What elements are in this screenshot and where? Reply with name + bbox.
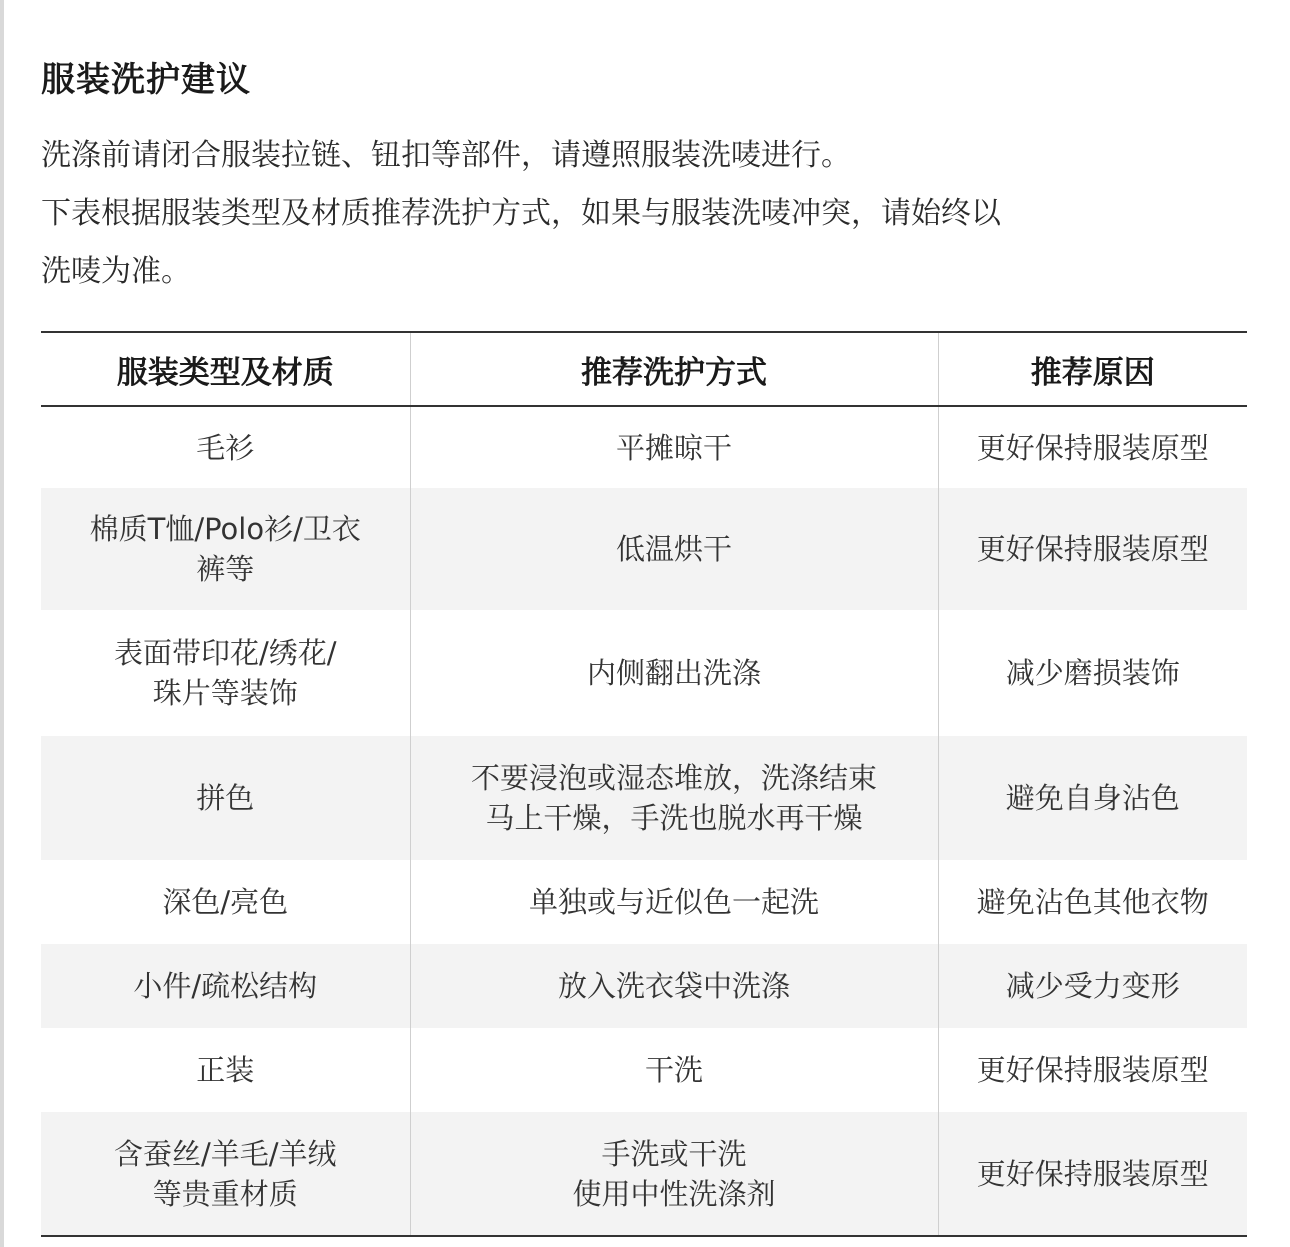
left-edge-divider — [0, 0, 4, 1247]
table-header-row — [41, 332, 1247, 406]
intro-text — [41, 127, 1247, 301]
cell-text: 更好保持服装原型 — [976, 1053, 1209, 1087]
garment-type-cell — [41, 944, 410, 1028]
header-care-method: 推荐洗护方式 — [410, 332, 938, 406]
intro-line: 下表根据服装类型及材质推荐洗护方式，如果与服装洗唛冲突，请始终以 — [41, 196, 1001, 231]
cell-text: 放入洗衣袋中洗涤 — [557, 969, 790, 1003]
garment-type-cell — [41, 488, 410, 610]
page-title: 服装洗护建议 — [41, 60, 251, 100]
table-row — [41, 1112, 1247, 1236]
cell-text: 深色/亮色 — [162, 885, 289, 919]
intro-line: 洗涤前请闭合服装拉链、钮扣等部件，请遵照服装洗唛进行。 — [41, 138, 851, 173]
reason-cell — [938, 1112, 1247, 1236]
cell-text: 珠片等装饰 — [152, 676, 298, 710]
table-row — [41, 944, 1247, 1028]
cell-text: 不要浸泡或湿态堆放，洗涤结束 — [470, 761, 877, 795]
reason-cell — [938, 488, 1247, 610]
care-method-cell — [410, 610, 938, 736]
cell-text: 等贵重材质 — [152, 1176, 298, 1211]
cell-text: 拼色 — [196, 781, 255, 815]
table-row — [41, 860, 1247, 944]
cell-text: 更好保持服装原型 — [976, 532, 1209, 566]
reason-cell — [938, 736, 1247, 860]
cell-text: 干洗 — [644, 1053, 703, 1087]
cell-text: 表面带印花/绣花/ — [113, 636, 337, 670]
cell-text: 避免自身沾色 — [1005, 781, 1180, 815]
table-row — [41, 406, 1247, 488]
cell-text: 避免沾色其他衣物 — [976, 885, 1209, 919]
table-row — [41, 1028, 1247, 1112]
care-method-cell — [410, 736, 938, 860]
table-row — [41, 736, 1247, 860]
cell-text: 毛衫 — [196, 430, 255, 465]
reason-cell — [938, 860, 1247, 944]
header-reason: 推荐原因 — [938, 332, 1247, 406]
reason-cell — [938, 944, 1247, 1028]
care-method-cell — [410, 406, 938, 488]
garment-type-cell — [41, 736, 410, 860]
reason-cell — [938, 406, 1247, 488]
intro-line: 洗唛为准。 — [41, 254, 191, 289]
table-row — [41, 488, 1247, 610]
cell-text: 内侧翻出洗涤 — [586, 656, 761, 690]
cell-text: 更好保持服装原型 — [976, 1156, 1209, 1191]
cell-text: 马上干燥，手洗也脱水再干燥 — [485, 801, 863, 835]
cell-text: 减少受力变形 — [1005, 969, 1180, 1003]
cell-text: 棉质T恤/Polo衫/卫衣 — [89, 512, 361, 546]
cell-text: 正装 — [196, 1053, 255, 1087]
cell-text: 更好保持服装原型 — [976, 430, 1209, 465]
care-method-cell — [410, 1028, 938, 1112]
garment-type-cell — [41, 1028, 410, 1112]
cell-text: 手洗或干洗 — [601, 1136, 747, 1171]
garment-type-cell — [41, 860, 410, 944]
table-row — [41, 610, 1247, 736]
cell-text: 裤等 — [196, 552, 255, 586]
garment-type-cell — [41, 406, 410, 488]
garment-type-cell — [41, 1112, 410, 1236]
care-table — [41, 331, 1247, 1237]
garment-type-cell — [41, 610, 410, 736]
header-garment-type: 服装类型及材质 — [41, 332, 410, 406]
care-method-cell — [410, 488, 938, 610]
cell-text: 单独或与近似色一起洗 — [528, 885, 819, 919]
care-method-cell — [410, 1112, 938, 1236]
cell-text: 减少磨损装饰 — [1005, 656, 1180, 690]
reason-cell — [938, 1028, 1247, 1112]
care-method-cell — [410, 860, 938, 944]
cell-text: 低温烘干 — [615, 532, 732, 566]
cell-text: 平摊晾干 — [615, 430, 732, 465]
cell-text: 使用中性洗涤剂 — [572, 1176, 776, 1211]
cell-text: 小件/疏松结构 — [133, 969, 318, 1003]
reason-cell — [938, 610, 1247, 736]
cell-text: 含蚕丝/羊毛/羊绒 — [113, 1136, 337, 1171]
care-method-cell — [410, 944, 938, 1028]
